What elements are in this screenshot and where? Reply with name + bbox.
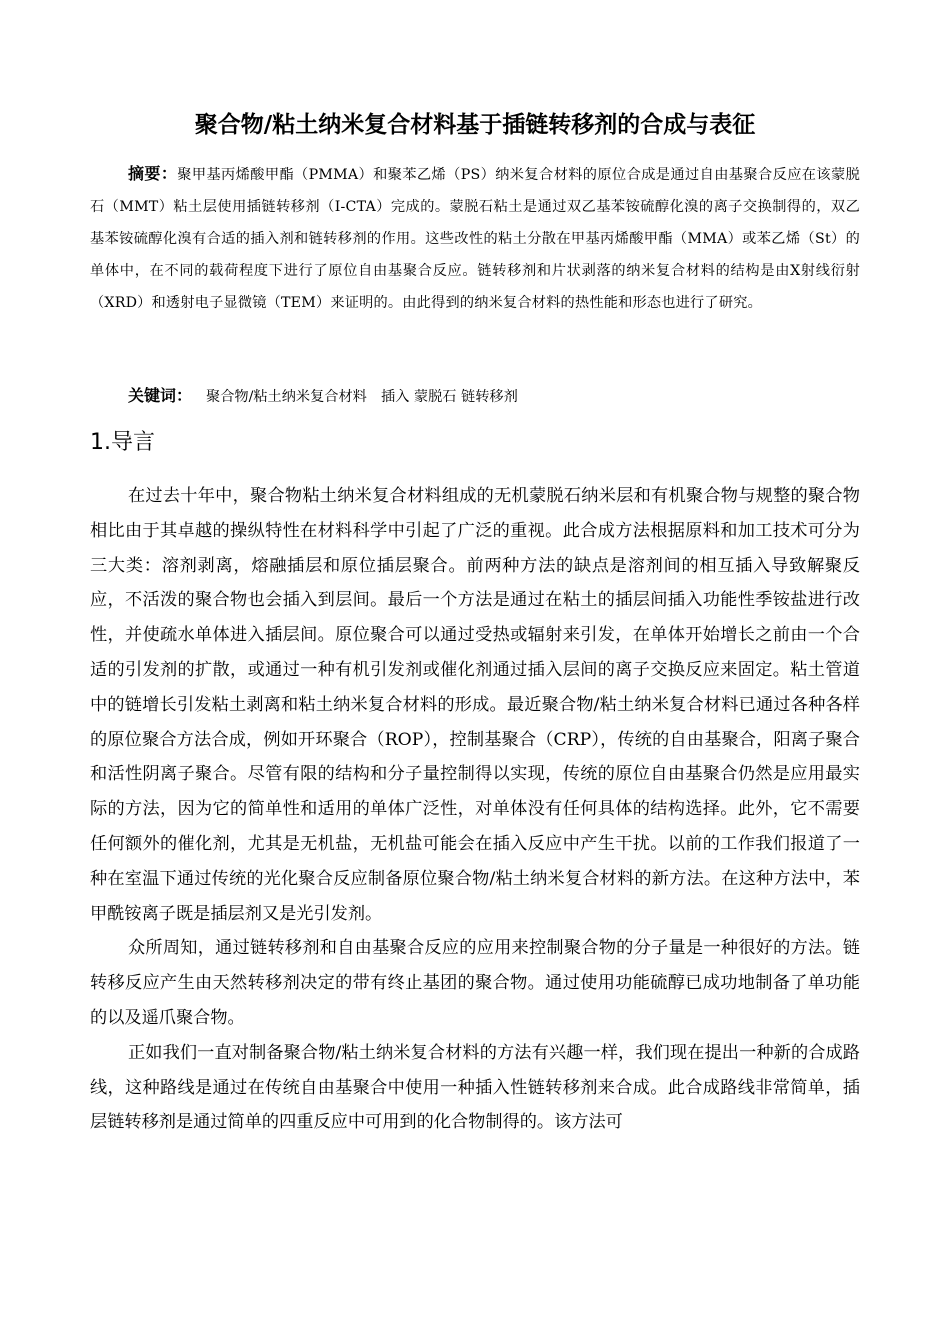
- body-paragraph: 众所周知，通过链转移剂和自由基聚合反应的应用来控制聚合物的分子量是一种很好的方法。链转移反应产生由天然转移剂决定的带有终止基团的聚合物。通过使用功能硫醇已成功地制备了单功能的以及遥爪聚合物。: [90, 938, 860, 1028]
- paper-title: 聚合物/粘土纳米复合材料基于插链转移剂的合成与表征: [194, 112, 756, 138]
- abstract-label: 摘要：: [128, 164, 178, 183]
- keywords: [128, 380, 860, 413]
- abstract-text: 聚甲基丙烯酸甲酯（PMMA）和聚苯乙烯（PS）纳米复合材料的原位合成是通过自由基聚合反应在该蒙脱石（MMT）粘土层使用插链转移剂（I-CTA）完成的。蒙脱石粘土是通过双乙基苯铵硫醇化溴的离子交换制得的，双乙基苯铵硫醇化溴有合适的插入剂和链转移剂的作用。这些改性的粘土分散在甲基丙烯酸甲酯（MMA）或苯乙烯（St）的单体中，在不同的载荷程度下进行了原位自由基聚合反应。链转移剂和片状剥落的纳米复合材料的结构是由X射线衍射（XRD）和透射电子显微镜（TEM）来证明的。由此得到的纳米复合材料的热性能和形态也进行了研究。: [90, 167, 860, 311]
- body-paragraph: 在过去十年中，聚合物粘土纳米复合材料组成的无机蒙脱石纳米层和有机聚合物与规整的聚合物相比由于其卓越的操纵特性在材料科学中引起了广泛的重视。此合成方法根据原料和加工技术可分为三大类：溶剂剥离，熔融插层和原位插层聚合。前两种方法的缺点是溶剂间的相互插入导致解聚反应，不活泼的聚合物也会插入到层间。最后一个方法是通过在粘土的插层间插入功能性季铵盐进行改性，并使疏水单体进入插层间。原位聚合可以通过受热或辐射来引发，在单体开始增长之前由一个合适的引发剂的扩散，或通过一种有机引发剂或催化剂通过插入层间的离子交换反应来固定。粘土管道中的链增长引发粘土剥离和粘土纳米复合材料的形成。最近聚合物/粘土纳米复合材料已通过各种各样的原位聚合方法合成，例如开环聚合（ROP），控制基聚合（CRP），传统的自由基聚合，阳离子聚合和活性阴离子聚合。尽管有限的结构和分子量控制得以实现，传统的原位自由基聚合仍然是应用最实际的方法，因为它的简单性和适用的单体广泛性，对单体没有任何具体的结构选择。此外，它不需要任何额外的催化剂，尤其是无机盐，无机盐可能会在插入反应中产生干扰。以前的工作我们报道了一种在室温下通过传统的光化聚合反应制备原位聚合物/粘土纳米复合材料的新方法。在这种方法中，苯甲酰铵离子既是插层剂又是光引发剂。: [90, 486, 860, 924]
- keywords-label: 关键词：: [128, 386, 193, 405]
- section-body: [90, 479, 860, 1140]
- body-paragraph: 正如我们一直对制备聚合物/粘土纳米复合材料的方法有兴趣一样，我们现在提出一种新的合成路线，这种路线是通过在传统自由基聚合中使用一种插入性链转移剂来合成。此合成路线非常简单，插层链转移剂是通过简单的四重反应中可用到的化合物制得的。该方法可: [90, 1042, 860, 1133]
- section-heading: 1.导言: [90, 430, 155, 455]
- keywords-text: 聚合物/粘土纳米复合材料 插入 蒙脱石 链转移剂: [206, 389, 518, 405]
- abstract: [90, 158, 860, 319]
